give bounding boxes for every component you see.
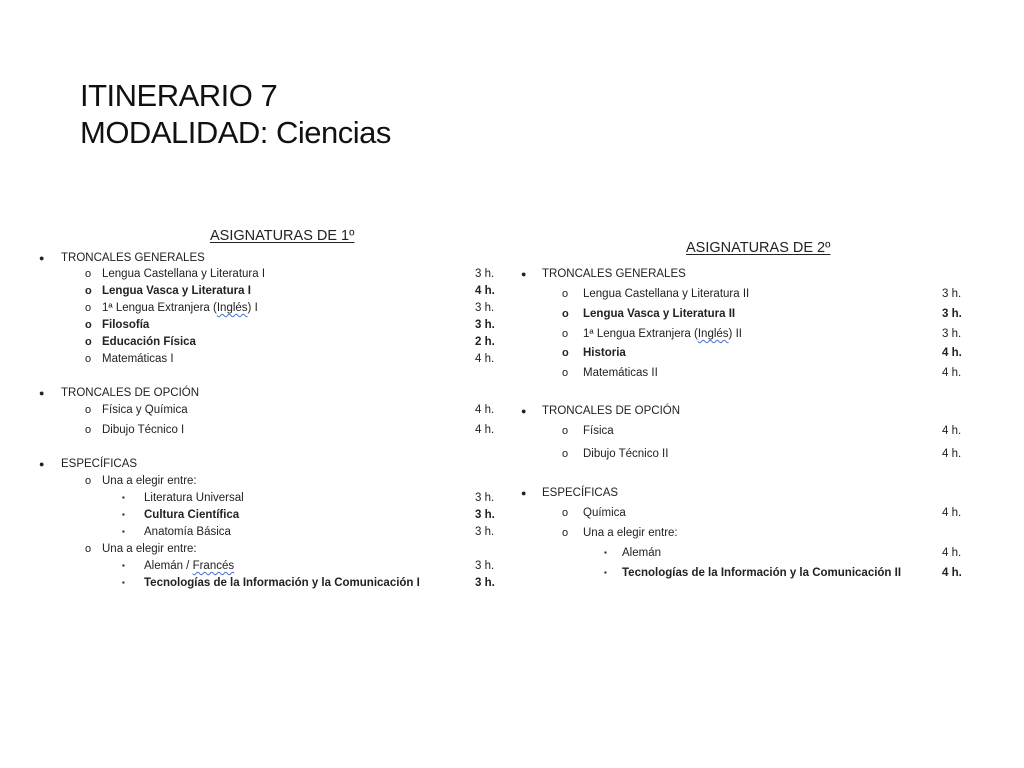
subject-hours: 4 h. — [942, 448, 962, 460]
circle-bullet-icon: o — [85, 543, 92, 555]
year2-subject-row — [512, 565, 967, 581]
section-label: ESPECÍFICAS — [61, 458, 138, 470]
year1-subject-row — [30, 300, 500, 316]
slide-title-modality: MODALIDAD: Ciencias — [80, 115, 391, 150]
bullet-icon: ● — [39, 253, 45, 263]
bullet-icon: ● — [521, 269, 527, 279]
circle-bullet-icon: o — [85, 268, 92, 280]
subject-hours: 3 h. — [475, 319, 495, 331]
subject-hours: 3 h. — [475, 526, 495, 538]
choice-group-label: Una a elegir entre: — [102, 475, 197, 487]
year2-choice-group — [512, 525, 967, 541]
subject-name: Lengua Vasca y Literatura II — [583, 308, 736, 320]
subject-hours: 2 h. — [475, 336, 495, 348]
subject-name: Educación Física — [102, 336, 196, 348]
circle-bullet-icon: o — [562, 425, 569, 437]
year2-subject-row — [512, 286, 967, 302]
year2-subject-row — [512, 365, 967, 381]
year1-subject-row — [30, 558, 500, 574]
subject-name: Cultura Científica — [144, 509, 240, 521]
year1-subject-row — [30, 351, 500, 367]
subject-hours: 3 h. — [942, 308, 962, 320]
subject-name: Filosofía — [102, 319, 150, 331]
year1-section-troncales-generales — [30, 250, 500, 266]
year1-section-troncales-opcion — [30, 385, 500, 401]
circle-bullet-icon: o — [562, 527, 569, 539]
subject-hours: 4 h. — [942, 507, 962, 519]
subject-name: Dibujo Técnico I — [102, 424, 185, 436]
subject-name: Alemán — [622, 547, 661, 559]
year1-choice-group-2 — [30, 541, 500, 557]
subject-name: Tecnologías de la Información y la Comunicación II — [622, 567, 902, 579]
subject-hours: 3 h. — [475, 509, 495, 521]
slide-title-itinerary: ITINERARIO 7 — [80, 78, 278, 113]
year2-subject-row — [512, 446, 967, 462]
subject-hours: 3 h. — [475, 492, 495, 504]
subject-hours: 3 h. — [475, 268, 495, 280]
bullet-icon: ● — [521, 406, 527, 416]
year2-subject-row — [512, 423, 967, 439]
year1-subject-row — [30, 575, 500, 591]
subject-name: Tecnologías de la Información y la Comunicación I — [144, 577, 420, 589]
year2-section-especificas — [512, 485, 967, 501]
circle-bullet-icon: o — [85, 353, 92, 365]
circle-bullet-icon: o — [562, 448, 569, 460]
subject-name: Matemáticas I — [102, 353, 174, 365]
subject-name: Matemáticas II — [583, 367, 658, 379]
subject-hours: 4 h. — [942, 547, 962, 559]
circle-bullet-icon: o — [562, 308, 569, 320]
circle-bullet-icon: o — [85, 336, 92, 348]
year1-subject-row — [30, 402, 500, 418]
year1-heading: ASIGNATURAS DE 1º — [210, 228, 355, 244]
subject-hours: 4 h. — [475, 353, 495, 365]
year2-subject-row — [512, 306, 967, 322]
year2-subject-row — [512, 326, 967, 342]
year1-subject-row — [30, 507, 500, 523]
section-label: TRONCALES DE OPCIÓN — [542, 405, 681, 417]
subject-hours: 4 h. — [475, 285, 495, 297]
section-label: TRONCALES GENERALES — [542, 268, 686, 280]
subject-name: Historia — [583, 347, 626, 359]
year1-subject-row — [30, 266, 500, 282]
year1-section-especificas — [30, 456, 500, 472]
circle-bullet-icon: o — [85, 424, 92, 436]
year2-subject-row — [512, 505, 967, 521]
year1-subject-row — [30, 524, 500, 540]
year1-choice-group-1 — [30, 473, 500, 489]
subject-hours: 3 h. — [475, 302, 495, 314]
subject-hours: 3 h. — [942, 328, 962, 340]
subject-name: Alemán / Francés — [144, 560, 235, 572]
year2-subject-row — [512, 545, 967, 561]
subject-name: 1ª Lengua Extranjera (Inglés) II — [583, 328, 742, 340]
subject-hours: 3 h. — [942, 288, 962, 300]
circle-bullet-icon: o — [85, 475, 92, 487]
circle-bullet-icon: o — [85, 319, 92, 331]
subject-name: Lengua Castellana y Literatura I — [102, 268, 266, 280]
bullet-icon: ● — [39, 459, 45, 469]
subject-name: Lengua Castellana y Literatura II — [583, 288, 750, 300]
subject-hours: 3 h. — [475, 577, 495, 589]
subject-hours: 4 h. — [942, 367, 962, 379]
subject-name: 1ª Lengua Extranjera (Inglés) I — [102, 302, 258, 314]
square-bullet-icon: ▪ — [122, 493, 125, 502]
circle-bullet-icon: o — [562, 347, 569, 359]
section-label: ESPECÍFICAS — [542, 487, 619, 499]
circle-bullet-icon: o — [562, 507, 569, 519]
circle-bullet-icon: o — [85, 404, 92, 416]
square-bullet-icon: ▪ — [604, 568, 607, 577]
year1-subject-row — [30, 334, 500, 350]
subject-hours: 4 h. — [942, 347, 962, 359]
circle-bullet-icon: o — [85, 302, 92, 314]
year2-subject-row — [512, 345, 967, 361]
subject-hours: 4 h. — [942, 425, 962, 437]
subject-name: Lengua Vasca y Literatura I — [102, 285, 251, 297]
choice-group-label: Una a elegir entre: — [583, 527, 678, 539]
square-bullet-icon: ▪ — [122, 527, 125, 536]
subject-hours: 4 h. — [475, 424, 495, 436]
subject-name: Química — [583, 507, 626, 519]
square-bullet-icon: ▪ — [122, 510, 125, 519]
circle-bullet-icon: o — [85, 285, 92, 297]
subject-name: Dibujo Técnico II — [583, 448, 669, 460]
year1-subject-row — [30, 283, 500, 299]
bullet-icon: ● — [521, 488, 527, 498]
square-bullet-icon: ▪ — [122, 561, 125, 570]
circle-bullet-icon: o — [562, 288, 569, 300]
subject-name: Literatura Universal — [144, 492, 244, 504]
year2-section-troncales-opcion — [512, 403, 967, 419]
year1-subject-row — [30, 422, 500, 438]
circle-bullet-icon: o — [562, 328, 569, 340]
subject-hours: 4 h. — [475, 404, 495, 416]
year2-section-troncales-generales — [512, 266, 967, 282]
subject-name: Física y Química — [102, 404, 188, 416]
square-bullet-icon: ▪ — [604, 548, 607, 557]
bullet-icon: ● — [39, 388, 45, 398]
subject-hours: 3 h. — [475, 560, 495, 572]
subject-name: Anatomía Básica — [144, 526, 231, 538]
square-bullet-icon: ▪ — [122, 578, 125, 587]
year2-heading: ASIGNATURAS DE 2º — [686, 240, 831, 256]
year1-subject-row — [30, 317, 500, 333]
year1-subject-row — [30, 490, 500, 506]
section-label: TRONCALES DE OPCIÓN — [61, 387, 200, 399]
section-label: TRONCALES GENERALES — [61, 252, 205, 264]
subject-name: Física — [583, 425, 614, 437]
choice-group-label: Una a elegir entre: — [102, 543, 197, 555]
circle-bullet-icon: o — [562, 367, 569, 379]
subject-hours: 4 h. — [942, 567, 962, 579]
